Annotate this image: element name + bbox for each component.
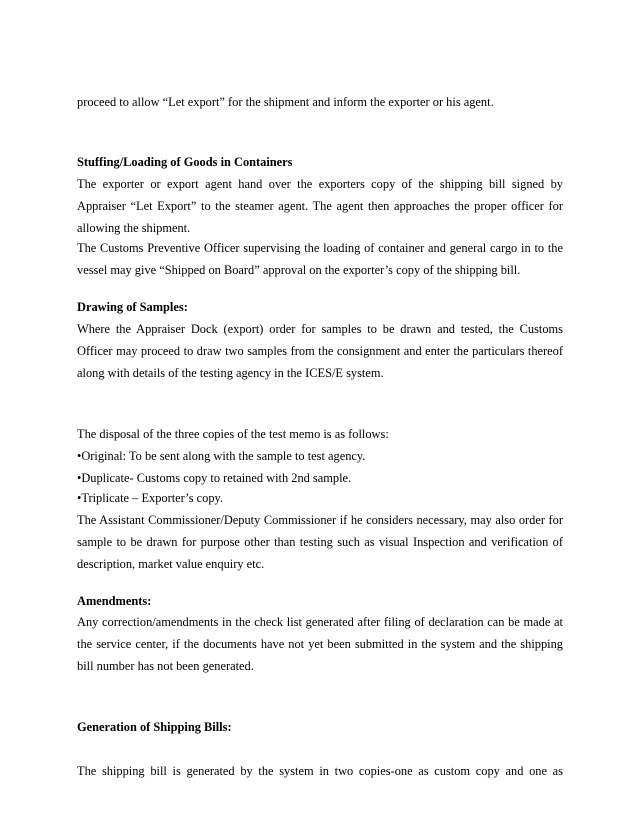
heading-generation-shipping-bills: Generation of Shipping Bills:	[77, 720, 232, 734]
paragraph-line: The Customs Preventive Officer supervising the loading of container and general cargo in to the	[77, 241, 563, 255]
paragraph-line: Officer may proceed to draw two samples from the consignment and enter the particulars thereof	[77, 344, 563, 358]
paragraph-line: vessel may give “Shipped on Board” approval on the exporter’s copy of the shipping bill.	[77, 263, 521, 277]
paragraph-line: The Assistant Commissioner/Deputy Commissioner if he considers necessary, may also order for	[77, 513, 563, 527]
paragraph-line: The shipping bill is generated by the system in two copies-one as custom copy and one as	[77, 764, 563, 778]
paragraph-line: proceed to allow “Let export” for the shipment and inform the exporter or his agent.	[77, 95, 494, 109]
heading-amendments: Amendments:	[77, 594, 152, 608]
heading-drawing-samples: Drawing of Samples:	[77, 300, 188, 314]
paragraph-line: The exporter or export agent hand over the exporters copy of the shipping bill signed by	[77, 177, 563, 191]
list-item-duplicate: •Duplicate- Customs copy to retained with 2nd sample.	[77, 471, 352, 485]
paragraph-line: sample to be drawn for purpose other than testing such as visual Inspection and verification of	[77, 535, 563, 549]
paragraph-line: Where the Appraiser Dock (export) order for samples to be drawn and tested, the Customs	[77, 322, 563, 336]
paragraph-line: Any correction/amendments in the check list generated after filing of declaration can be made at	[77, 615, 563, 629]
paragraph-line: along with details of the testing agency in the ICES/E system.	[77, 366, 384, 380]
paragraph-line: The disposal of the three copies of the test memo is as follows:	[77, 427, 389, 441]
paragraph-line: Appraiser “Let Export” to the steamer agent. The agent then approaches the proper officer for	[77, 199, 563, 213]
paragraph-line: the service center, if the documents have not yet been submitted in the system and the shipping	[77, 637, 563, 651]
paragraph-line: allowing the shipment.	[77, 221, 191, 235]
heading-stuffing-loading: Stuffing/Loading of Goods in Containers	[77, 155, 293, 169]
paragraph-line: bill number has not been generated.	[77, 659, 254, 673]
list-item-triplicate: •Triplicate – Exporter’s copy.	[77, 491, 224, 505]
list-item-original: •Original: To be sent along with the sample to test agency.	[77, 449, 366, 463]
paragraph-line: description, market value enquiry etc.	[77, 557, 265, 571]
